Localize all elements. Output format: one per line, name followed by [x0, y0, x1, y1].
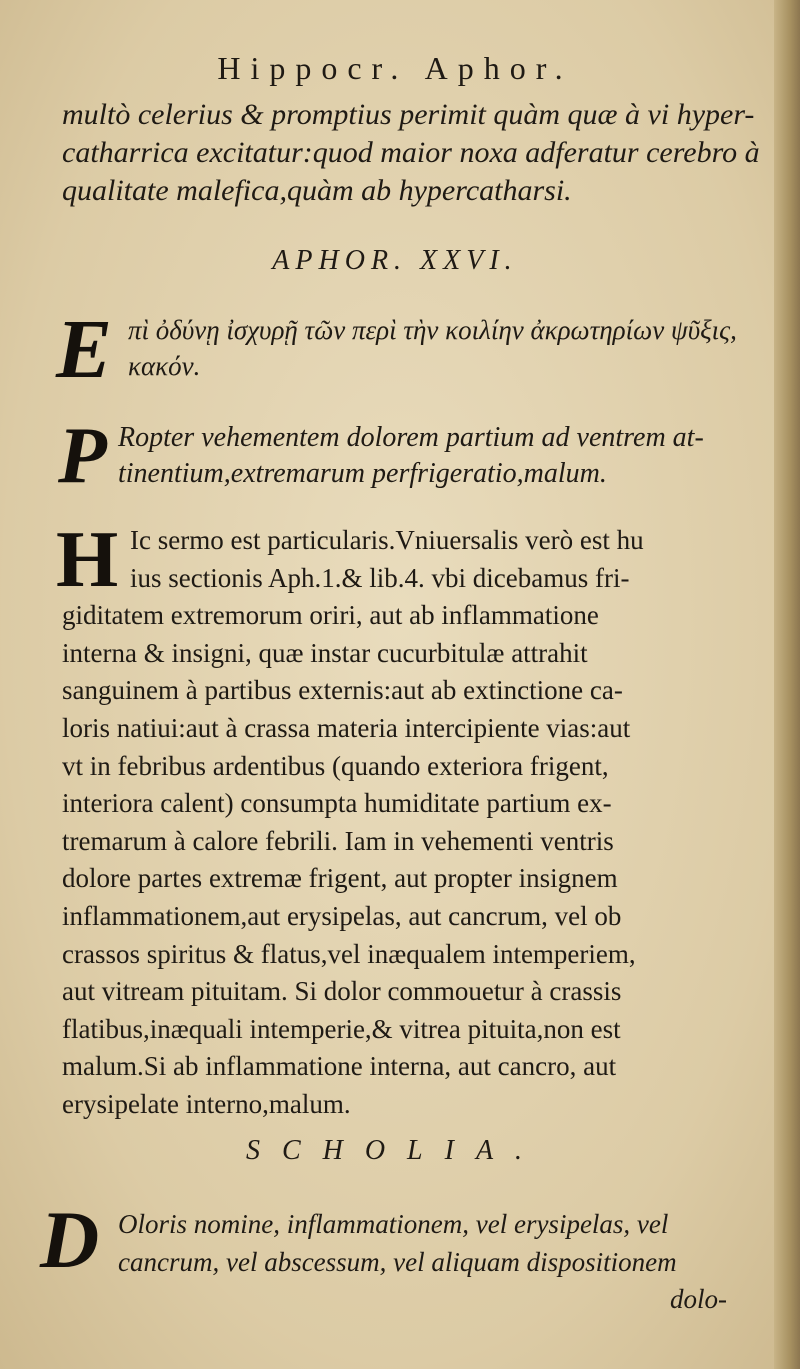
text-line: cancrum, vel abscessum, vel aliquam dispositionem [118, 1247, 677, 1277]
text-line: erysipelate interno,malum. [62, 1088, 351, 1119]
catchword: dolo- [670, 1284, 727, 1314]
aphorism-heading: APHOR. XXVI. [272, 245, 518, 276]
latin-dropcap: P [58, 412, 107, 500]
scholia-dropcap: D [40, 1194, 100, 1285]
running-head: Hippocr. Aphor. [217, 50, 573, 86]
greek-dropcap: E [56, 303, 113, 396]
intro-paragraph [62, 96, 772, 210]
latin-aphorism [58, 412, 772, 500]
text-line: tremarum à calore febrili. Iam in vehementi ventris [62, 825, 614, 856]
text-line: Oloris nomine, inflammationem, vel erysipelas, vel [118, 1209, 669, 1239]
text-line: tinentium,extremarum perfrigeratio,malum. [118, 458, 607, 489]
text-line: interiora calent) consumpta humiditate partium ex- [62, 788, 612, 819]
text-line: vt in febribus ardentibus (quando exteriora frigent, [62, 750, 609, 781]
greek-aphorism [56, 303, 772, 396]
text-line: ius sectionis Aph.1.& lib.4. vbi dicebamus fri- [130, 562, 630, 593]
text-line: malum.Si ab inflammatione interna, aut cancro, aut [62, 1051, 617, 1082]
text-line: giditatem extremorum oriri, aut ab inflammatione [62, 600, 599, 631]
text-line: qualitate malefica,quàm ab hypercatharsi. [62, 174, 572, 207]
text-line: catharrica excitatur:quod maior noxa adferatur cerebro à [62, 136, 760, 169]
text-line: loris natiui:aut à crassa materia intercipiente vias:aut [62, 712, 631, 743]
commentary-paragraph [56, 516, 772, 1124]
text-line: crassos spiritus & flatus,vel inæqualem intemperiem, [62, 938, 636, 969]
commentary-dropcap: H [56, 516, 119, 604]
text-line: inflammationem,aut erysipelas, aut cancrum, vel ob [62, 900, 622, 931]
text-line: multò celerius & promptius perimit quàm quæ à vi hyper- [62, 98, 755, 131]
text-line: sanguinem à partibus externis:aut ab extinctione ca- [62, 675, 623, 706]
text-line: πὶ ὀδύνῃ ἰσχυρῇ τῶν περὶ τὴν κοιλίην ἀκρωτηρίων ψῦξις, [128, 315, 737, 345]
scholia-heading: SCHOLIA. [245, 1135, 545, 1166]
text-line: κακόν. [128, 351, 201, 381]
text-line: flatibus,inæquali intemperie,& vitrea pituita,non est [62, 1013, 621, 1044]
text-line: Ropter vehementem dolorem partium ad ventrem at- [118, 422, 704, 453]
text-line: Ic sermo est particularis.Vniuersalis verò est hu [130, 525, 644, 555]
text-line: dolore partes extremæ frigent, aut propter insignem [62, 863, 618, 894]
scholia-paragraph [40, 1194, 772, 1285]
text-line: aut vitream pituitam. Si dolor commouetur à crassis [62, 976, 622, 1007]
text-line: interna & insigni, quæ instar cucurbitulæ attrahit [62, 637, 588, 668]
